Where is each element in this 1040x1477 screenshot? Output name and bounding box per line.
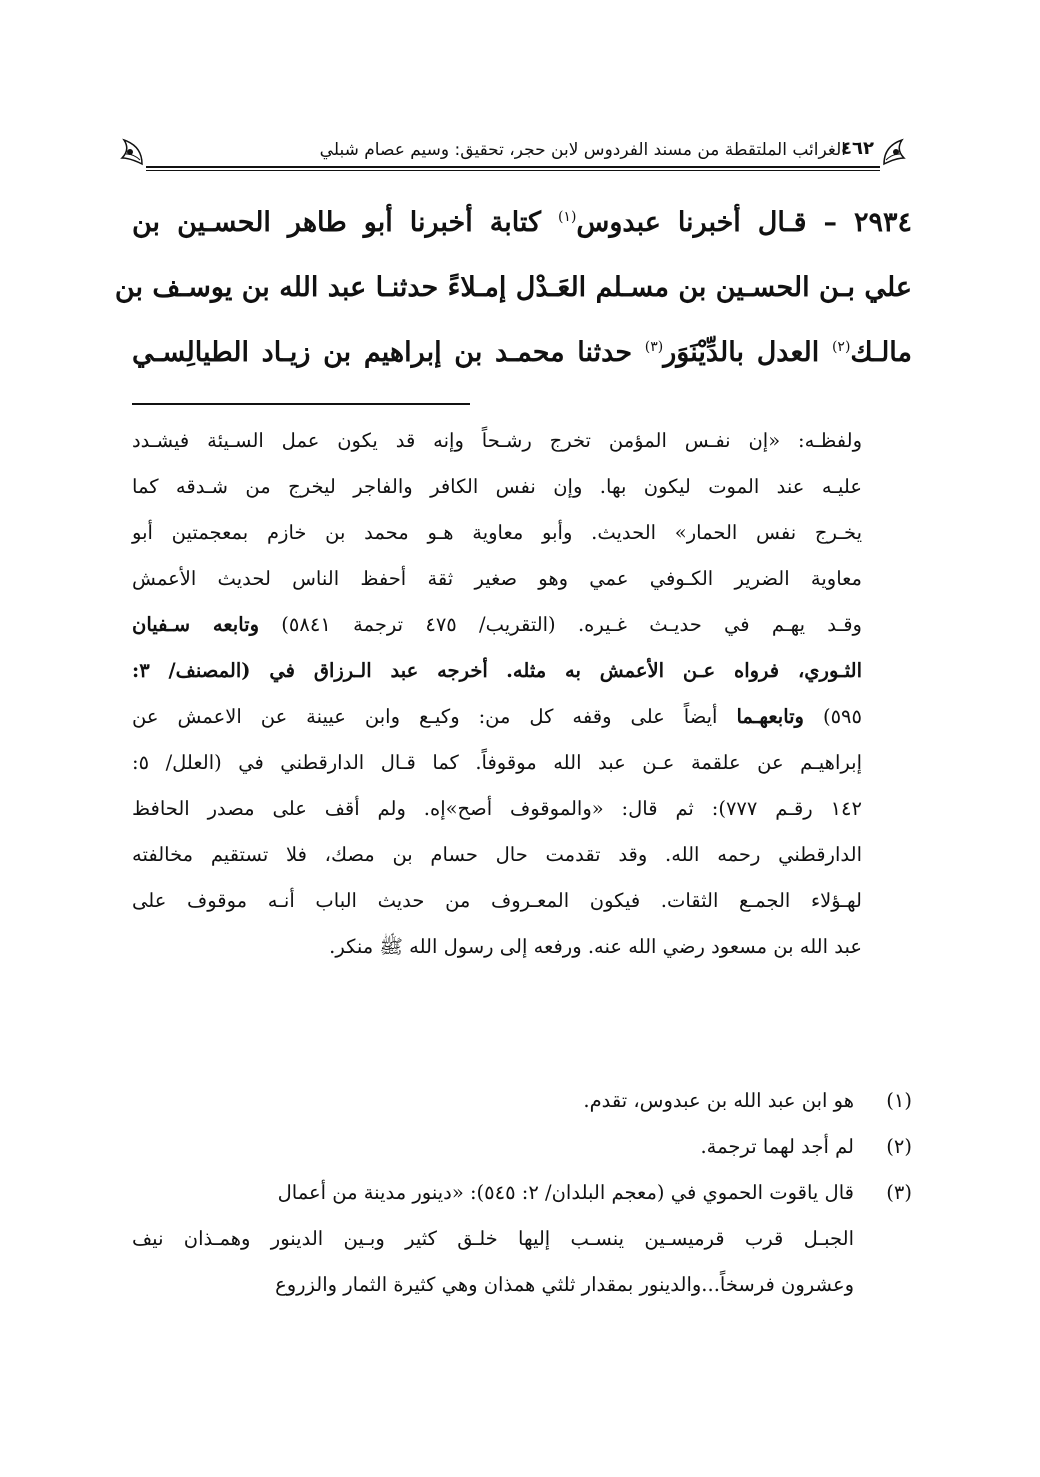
footnote-separator	[132, 403, 470, 405]
footnote-3-line: الجبـل قرب قرميسـين ينسـب إليها خلـق كثير وبـين الدينور وهمـذان نيف	[132, 1227, 854, 1250]
footnote-ref-2[interactable]: (٢)	[831, 339, 851, 355]
main-line-3: مالـك$^{(٢)}$ العدل بالدِّيْنَوَر$^{(٣)}$ حدثنا محمـد بن إبراهيم بن زيـاد الطيالِسـي	[132, 337, 912, 368]
foot-line: لهـؤلاء الجمـع الثقات. فيكون المعـروف من حديث الباب أنـه موقوف على	[132, 889, 862, 912]
page-header	[118, 134, 908, 178]
running-title: الغرائب الملتقطة من مسند الفردوس لابن حجر، تحقيق: وسيم عصام شبلي	[319, 140, 846, 160]
footnote-marker: (٢)	[886, 1135, 912, 1158]
footnotes	[132, 1078, 912, 1308]
foot-line: إبراهيـم عن علقمة عـن عبد الله موقوفاً. كما قـال الدارقطني في (العلل/ ٥:	[132, 751, 862, 774]
foot-line: الدارقطني رحمه الله. وقد تقدمت حال حسام بن مصك، فلا تستقيم مخالفته	[132, 843, 862, 866]
main-line-1: ٢٩٣٤ – قـال أخبرنا عبدوس$^{(١)}$ كتابة أخبرنا أبو طاهر الحسـين بن	[132, 207, 912, 238]
foot-line: وقـد يهـم في حديـث غـيره. (التقريب/ ٤٧٥ ترجمة ٥٨٤١) وتابعه سـفيان	[132, 613, 862, 636]
foot-line: يخـرج نفس الحمار» الحديث. وأبو معاوية هـو محمد بن خازم بمعجمتين أبو	[132, 521, 862, 544]
footnote-ref-1[interactable]: (١)	[557, 209, 577, 225]
footnote-3-line: وعشرون فرسخاً...والدينور بمقدار ثلثي همذان وهي كثيرة الثمار والزروع	[275, 1273, 854, 1296]
foot-line: معاوية الضرير الكـوفي عمي وهو صغير ثقة أحفظ الناس لحديث الأعمش	[132, 567, 862, 590]
footnote-marker: (٣)	[886, 1181, 912, 1204]
footnote-1: (١)هو ابن عبد الله بن عبدوس، تقدم.	[132, 1078, 912, 1124]
foot-line: الثـوري، فرواه عـن الأعمش به مثله. أخرجه عبد الـرزاق في (المصنف/ ٣:	[132, 659, 862, 682]
main-line-2: علي بـن الحسـين بن مسـلم العَـدْل إمـلاءً حدثنـا عبد الله بن يوسـف بن	[114, 272, 912, 303]
header-rule	[146, 166, 880, 168]
footnote-ref-3[interactable]: (٣)	[644, 339, 664, 355]
foot-line: ولفظـه: «إن نفـس المؤمن تخرج رشـحاً وإنه قد يكون عمل السـيئة فيشـدد	[132, 429, 862, 452]
main-text	[114, 190, 912, 385]
footnote-marker: (١)	[886, 1089, 912, 1112]
ornament-left-icon	[118, 136, 146, 166]
footnote-continuation	[132, 418, 862, 970]
footnote-2: (٢)لم أجد لهما ترجمة.	[132, 1124, 912, 1170]
header-rule-thin	[146, 170, 880, 171]
foot-line: عليـه عند الموت ليكون بها. وإن نفس الكافر والفاجر ليخرج من شـدقه كما	[132, 475, 862, 498]
footnote-3: (٣)قال ياقوت الحموي في (معجم البلدان/ ٢: ٥٤٥): «دينور مدينة من أعمال	[132, 1170, 912, 1216]
foot-line: ٥٩٥) وتابعهـما أيضاً على وقفه كل من: وكيـع وابن عيينة عن الاعمش عن	[132, 705, 862, 728]
page-number: ٤٦٢	[841, 138, 874, 159]
foot-line: عبد الله بن مسعود رضي الله عنه. ورفعه إلى رسول الله ﷺ منكر.	[329, 935, 862, 958]
foot-line: ١٤٢ رقـم ٧٧٧): ثم قال: «والموقوف أصح»إه. ولم أقف على مصدر الحافظ	[132, 797, 862, 820]
ornament-right-icon	[880, 136, 908, 166]
